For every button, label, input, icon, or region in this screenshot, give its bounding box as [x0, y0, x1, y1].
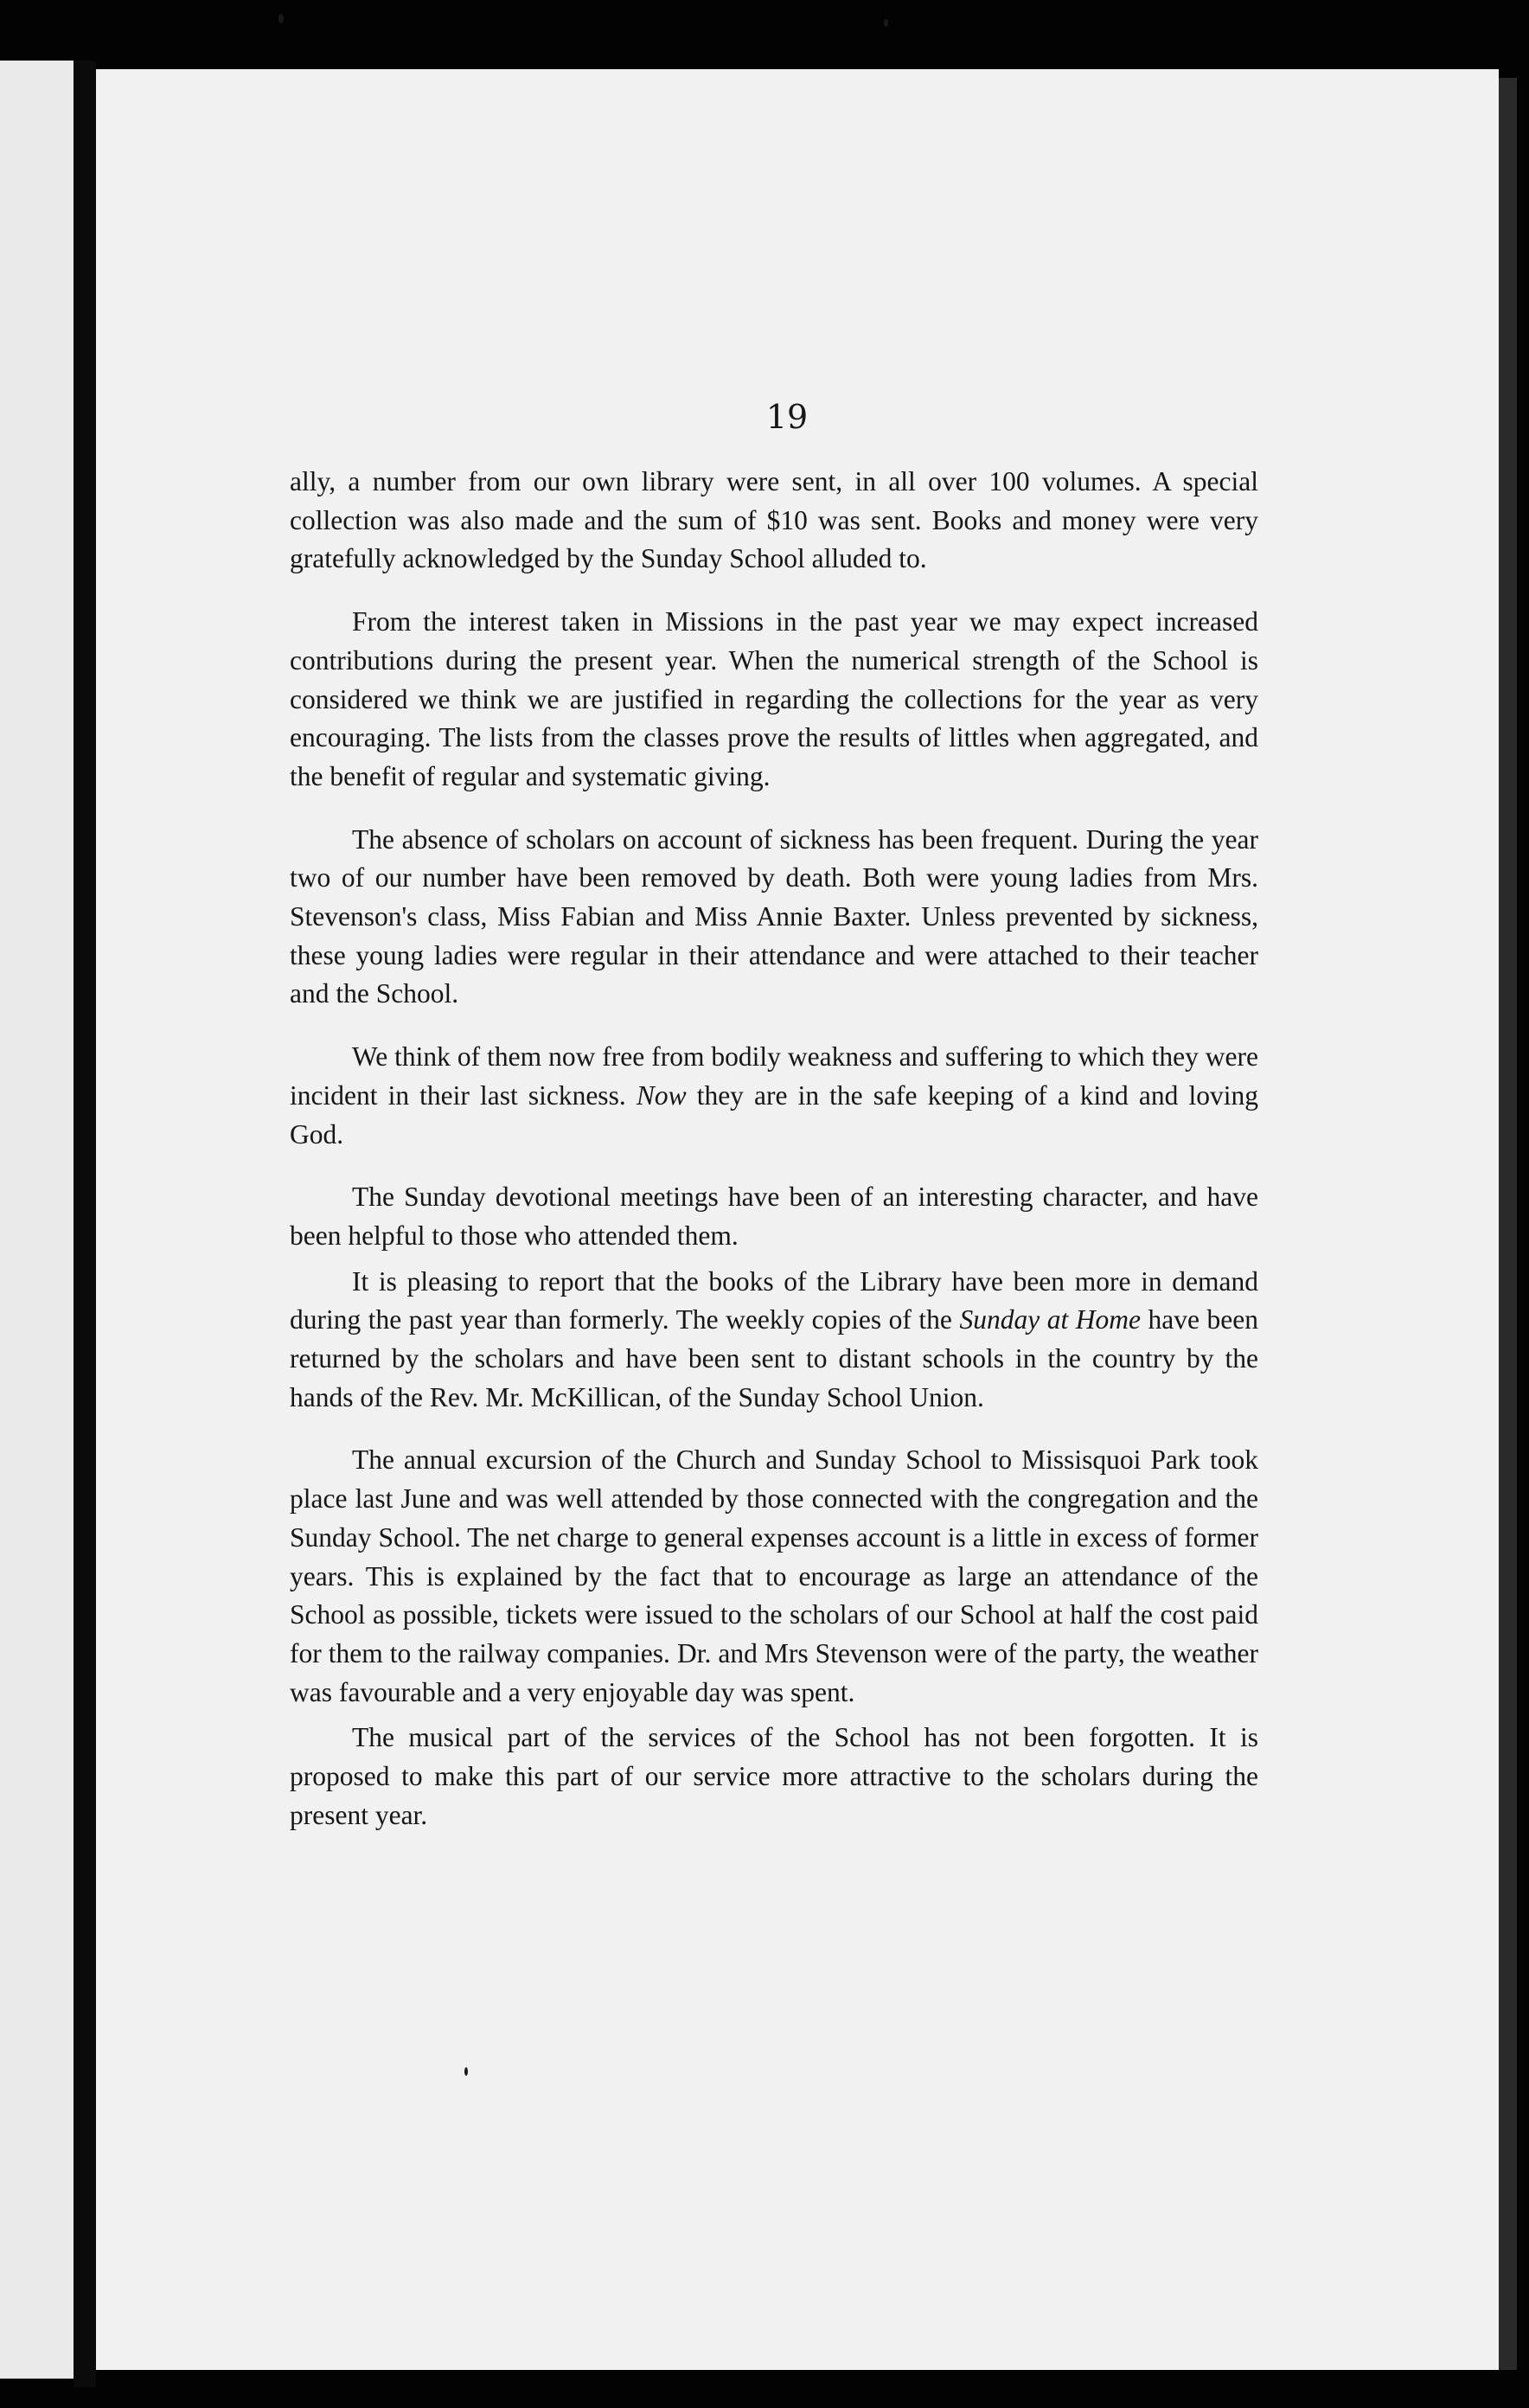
paragraph-devotional-meetings: The Sunday devotional meetings have been of an interesting character, and have been helpful to those who attended them.	[290, 1182, 1258, 1251]
paragraph-library-volumes: ally, a number from our own library were sent, in all over 100 volumes. A special collection was also made and the sum of $10 was sent. Books and money were very gratefully acknowledged by the Sunday School alluded to.	[290, 466, 1258, 574]
book-gutter	[74, 61, 96, 2387]
paragraph-musical-services: The musical part of the services of the School has not been forgotten. It is proposed to make this part of our service more attractive to the scholars during the present year.	[290, 1722, 1258, 1830]
paragraph-library-books	[290, 1263, 1258, 1418]
paragraph-absence-of-scholars: The absence of scholars on account of sickness has been frequent. During the year two of our number have been removed by death. Both were young ladies from Mrs. Stevenson's class, Miss Fabian and Miss Annie Baxter. Unless prevented by sickness, these young ladies were regular in their attendance and were attached to their teacher and the School.	[290, 823, 1258, 1009]
paragraph-text: We think of them now free from bodily weakness and suffering to which they were incident in their last sickness.	[290, 1041, 1258, 1111]
scan-speck	[278, 14, 284, 23]
paragraph-missions: From the interest taken in Missions in the past year we may expect increased contributions during the present year. When the numerical strength of the School is considered we think we are justified in regarding the collections for the year as very encouraging. The lists from the classes prove the results of littles when aggregated, and the benefit of regular and systematic giving.	[290, 606, 1258, 791]
page-body	[290, 463, 1258, 1860]
emphasized-word: Now	[636, 1079, 687, 1111]
paragraph-annual-excursion: The annual excursion of the Church and Sunday School to Missisquoi Park took place last June and was well attended by those connected with the congregation and the Sunday School. The net charge to general expenses account is a little in excess of former years. This is explained by the fact that to encourage as large an attendance of the School as possible, tickets were issued to the scholars of our School at half the cost paid for them to the railway companies. Dr. and Mrs Stevenson were of the party, the weather was favourable and a very enjoyable day was spent.	[290, 1444, 1258, 1707]
paragraph-text: they are in the safe keeping of a kind and loving God.	[290, 1079, 1258, 1150]
scan-speck	[884, 19, 888, 27]
periodical-title: Sunday at Home	[959, 1304, 1141, 1335]
page-edge-shadow	[1496, 78, 1517, 2370]
facing-page-edge	[0, 61, 74, 2379]
page-number: 19	[765, 398, 809, 436]
paragraph-text: It is pleasing to report that the books of the Library have been more in demand during the past year than formerly. The weekly copies of the	[290, 1265, 1258, 1335]
paragraph-text: have been returned by the scholars and have been sent to distant schools in the country by the hands of the Rev. Mr. McKillican, of the Sunday School Union.	[290, 1304, 1258, 1412]
scan-speck	[464, 2067, 468, 2076]
paragraph-in-memoriam	[290, 1038, 1258, 1154]
